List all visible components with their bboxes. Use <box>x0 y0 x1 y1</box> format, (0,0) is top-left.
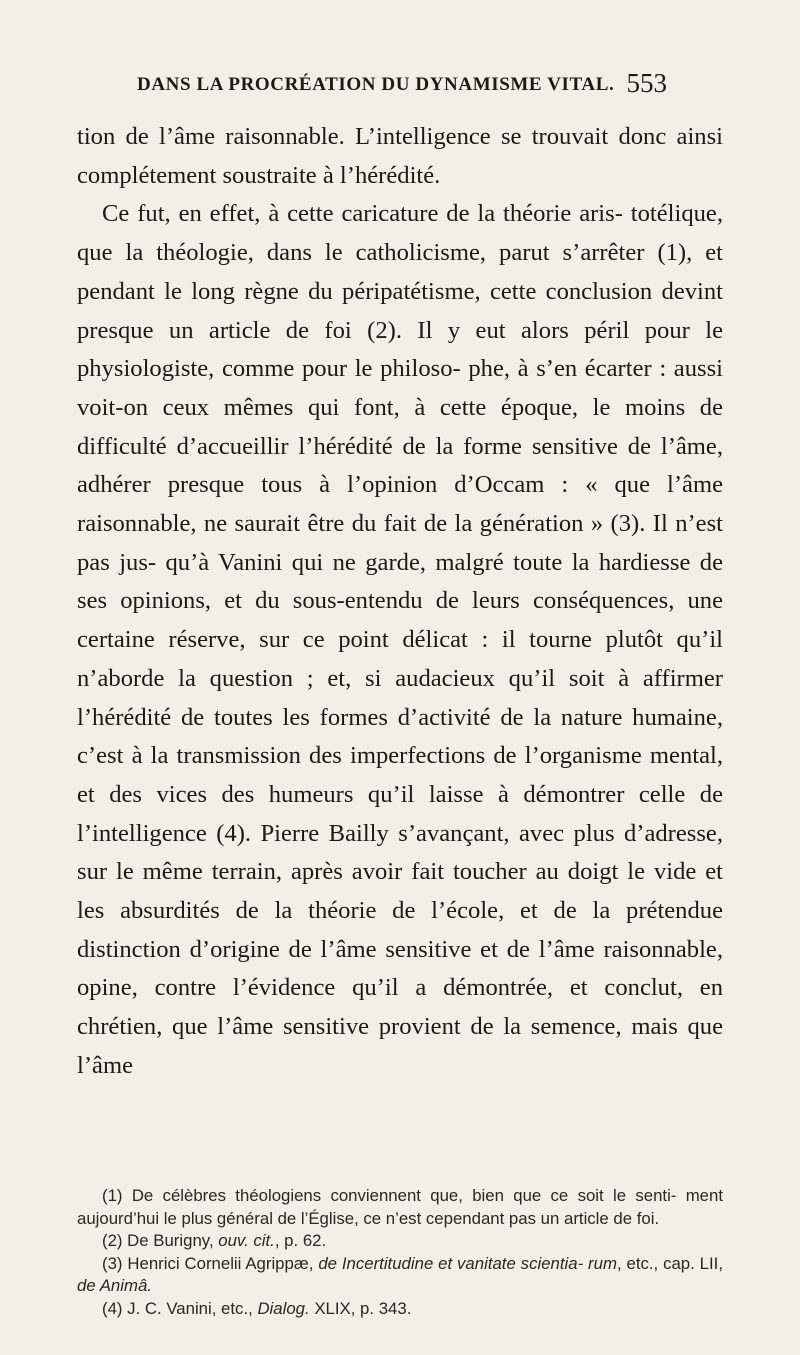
footnotes <box>77 1185 723 1321</box>
paragraph-1: tion de l’âme raisonnable. L’intelligence se trouvait donc ainsi complétement soustraite à l’hérédité. <box>77 123 723 189</box>
running-head <box>137 68 667 98</box>
footnote-4 <box>77 1298 723 1321</box>
footnote-2 <box>77 1230 723 1253</box>
footnote-3-lead: (3) Henrici Cornelii Agrippæ, <box>102 1253 319 1273</box>
running-head-title: DANS LA PROCRÉATION DU DYNAMISME VITAL. <box>137 74 615 95</box>
footnote-3-italic-2: de Animâ. <box>77 1276 152 1296</box>
footnote-3-middle: , etc., cap. LII, <box>616 1253 724 1273</box>
paragraph-2: Ce fut, en effet, à cette caricature de la théorie aris- totélique, que la théologie, dans le catholicisme, parut s’arrêter (1), et pendant le long règne du péripatétisme, cette conclusion devint presque un article de foi (2). Il y eut alors péril pour le physiologiste, comme pour le philoso- phe, à s’en écarter : aussi voit-on ceux mêmes qui font, à cette époque, le moins de difficulté d’accueillir l’hérédité de la forme sensitive de l’âme, adhérer presque tous à l’opinion d’Occam : « que l’âme raisonnable, ne saurait être du fait de la génération » (3). Il n’est pas jus- qu’à Vanini qui ne garde, malgré toute la hardiesse de ses opinions, et du sous-entendu de leurs conséquences, une certaine réserve, sur ce point délicat : il tourne plutôt qu’il n’aborde la question ; et, si audacieux qu’il soit à affirmer l’hérédité de toutes les formes d’activité de la nature humaine, c’est à la transmission des imperfections de l’organisme mental, et des vices des humeurs qu’il laisse à démontrer celle de l’intelligence (4). Pierre Bailly s’avançant, avec plus d’adresse, sur le même terrain, après avoir fait toucher au doigt le vide et les absurdités de la théorie de l’école, et de la prétendue distinction d’origine de l’âme sensitive et de l’âme raisonnable, opine, contre l’évidence qu’il a démontrée, et conclut, en chrétien, que l’âme sensitive provient de la semence, mais que l’âme <box>77 200 723 1079</box>
footnote-3-italic: de Incertitudine et vanitate scientia- rum <box>318 1253 617 1273</box>
footnote-2-lead: (2) De Burigny, <box>102 1231 219 1251</box>
footnote-4-italic: Dialog. <box>257 1298 310 1318</box>
footnote-1-text: (1) De célèbres théologiens conviennent que, bien que ce soit le senti- ment aujourd’hui le plus général de l’Église, ce n’est cependant pas un article de foi. <box>77 1186 723 1228</box>
body-text <box>77 118 723 1086</box>
footnote-4-lead: (4) J. C. Vanini, etc., <box>102 1298 258 1318</box>
page-number: 553 <box>626 68 667 98</box>
footnote-2-italic: ouv. cit. <box>218 1231 275 1251</box>
footnote-3 <box>77 1253 723 1298</box>
footnote-4-tail: XLIX, p. 343. <box>309 1298 412 1318</box>
footnote-1 <box>77 1185 723 1230</box>
footnote-2-tail: , p. 62. <box>274 1231 327 1251</box>
